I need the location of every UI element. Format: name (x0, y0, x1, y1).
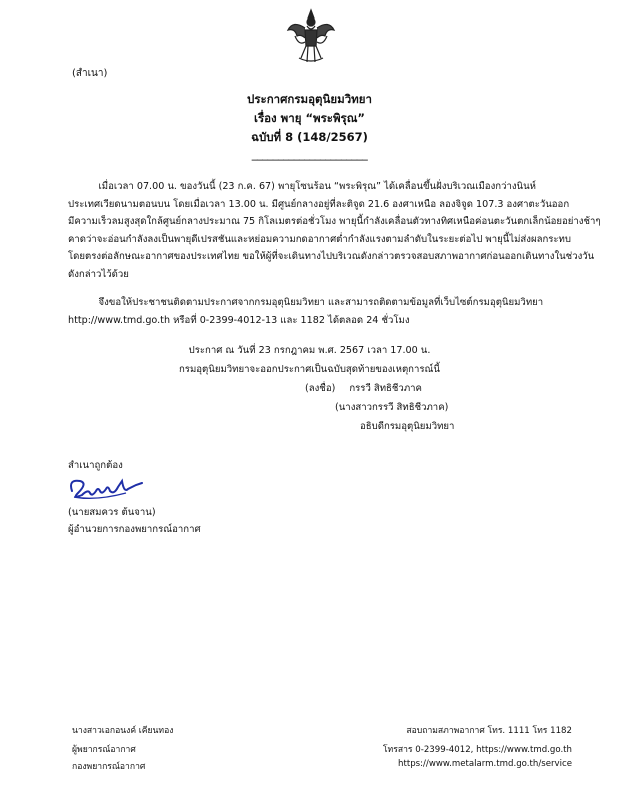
announcement-date: ประกาศ ณ วันที่ 23 กรกฎาคม พ.ศ. 2567 เวลา 17.00 น. (188, 345, 431, 356)
handwritten-signature (66, 471, 146, 501)
copy-mark: (สำเนา) (72, 68, 108, 79)
issue-number: ฉบับที่ 8 (148/2567) (251, 130, 368, 144)
signer-position: อธิบดีกรมอุตุนิยมวิทยา (360, 421, 455, 432)
body-paragraph-1 (68, 178, 601, 284)
paragraph-line: คาดว่าจะอ่อนกำลังลงเป็นพายุดีเปรสชันและหย่อมความกดอากาศต่ำกำลังแรงตามลำดับในระยะต่อไป พายุนี้ไม่ส่งผลกระทบ (68, 233, 571, 245)
paragraph-line: http://www.tmd.go.th หรือที่ 0-2399-4012-13 และ 1182 ได้ตลอด 24 ชั่วโมง (68, 314, 410, 326)
contact-fax-web: โทรสาร 0-2399-4012, https://www.tmd.go.th (382, 745, 572, 755)
title-divider: ______________________ (251, 147, 368, 161)
signed-name: กรรวี สิทธิชีวภาค (349, 383, 422, 394)
forecaster-title: ผู้พยากรณ์อากาศ (72, 745, 136, 755)
certifier-name: (นายสมควร ต้นจาน) (68, 507, 156, 518)
document-subject: เรื่อง พายุ “พระพิรุณ” (254, 111, 365, 125)
paragraph-line: โดยตรงต่อลักษณะอากาศของประเทศไทย ขอให้ผู้ที่จะเดินทางไปบริเวณดังกล่าวตรวจสอบสภาพอากาศก่อนออกเดินทางในช่วงวัน (68, 251, 595, 263)
signer-full-name: (นางสาวกรรวี สิทธิชีวภาค) (335, 402, 449, 413)
document-title: ประกาศกรมอุตุนิยมวิทยา (247, 92, 372, 106)
paragraph-line: ประเทศเวียดนามตอนบน โดยเมื่อเวลา 13.00 น. มีศูนย์กลางอยู่ที่ละติจูด 21.6 องศาเหนือ ลองจิจูด 107.3 องศาตะวันออก (68, 198, 570, 210)
contact-phone: สอบถามสภาพอากาศ โทร. 1111 โทร 1182 (406, 726, 572, 736)
paragraph-line: เมื่อเวลา 07.00 น. ของวันนี้ (23 ก.ค. 67) พายุโซนร้อน “พระพิรุณ” ได้เคลื่อนขึ้นฝั่งบริเวณเมืองกว่างนินห์ (68, 181, 536, 192)
body-paragraph-2 (68, 294, 568, 329)
certified-copy-label: สำเนาถูกต้อง (68, 460, 123, 471)
certifier-position: ผู้อำนวยการกองพยากรณ์อากาศ (68, 524, 201, 535)
forecaster-name: นางสาวเอกอนงค์ เคียนทอง (72, 726, 174, 736)
next-notice: กรมอุตุนิยมวิทยาจะออกประกาศเป็นฉบับสุดท้ายของเหตุการณ์นี้ (179, 364, 440, 375)
signed-line (305, 381, 422, 396)
contact-service-link: https://www.metalarm.tmd.go.th/service (398, 759, 572, 769)
signed-label: (ลงชื่อ) (305, 383, 336, 394)
paragraph-line: มีความเร็วลมสูงสุดใกล้ศูนย์กลางประมาณ 75 กิโลเมตรต่อชั่วโมง พายุนี้กำลังเคลื่อนตัวทางทิศเหนือค่อนตะวันตกเล็กน้อยอย่างช้าๆ (68, 216, 601, 228)
forecaster-division: กองพยากรณ์อากาศ (72, 762, 146, 772)
paragraph-line: จึงขอให้ประชาชนติดตามประกาศจากกรมอุตุนิยมวิทยา และสามารถติดตามข้อมูลที่เว็บไซต์กรมอุตุนิยมวิทยา (68, 297, 544, 308)
paragraph-line: ดังกล่าวไว้ด้วย (68, 268, 129, 280)
garuda-emblem-icon (285, 6, 337, 66)
